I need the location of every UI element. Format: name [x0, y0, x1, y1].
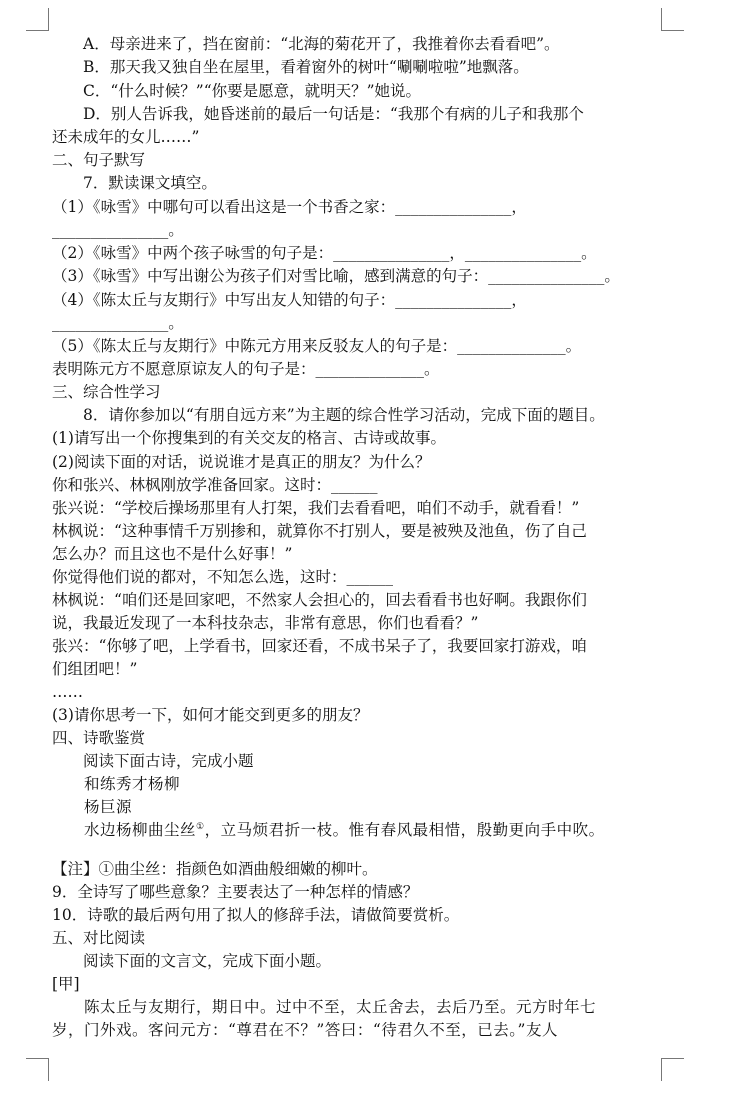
corner-mark-top-left — [26, 8, 49, 31]
dialogue-line: 张兴：“你够了吧，上学看书，回家还看，不成书呆子了，我要回家打游戏，咱 — [52, 637, 587, 655]
corner-mark-bottom-left — [26, 1058, 49, 1081]
section-heading-3: 三、综合性学习 — [52, 383, 161, 401]
option-d-cont: 还未成年的女儿……” — [52, 128, 200, 146]
classical-instruction: 阅读下面的文言文，完成下面小题。 — [52, 952, 332, 970]
q7-item-1: （1）《咏雪》中哪句可以看出这是一个书香之家：_______________， — [52, 198, 527, 216]
q8-part-2: (2)阅读下面的对话，说说谁才是真正的朋友？为什么？ — [52, 453, 431, 471]
poem-note: 【注】①曲尘丝：指颜色如酒曲般细嫩的柳叶。 — [52, 860, 378, 878]
question-10: 10．诗歌的最后两句用了拟人的修辞手法，请做简要赏析。 — [52, 906, 460, 924]
ellipsis: …… — [52, 683, 83, 701]
poem-body-part-2: ，立马烦君折一枝。惟有春风最相惜，殷勤更向手中吹。 — [204, 821, 605, 839]
dialogue-line: 怎么办？而且这也不是什么好事！” — [52, 545, 293, 563]
poem-instruction: 阅读下面古诗，完成小题 — [52, 752, 254, 770]
q7-item-5: （5）《陈太丘与友期行》中陈元方用来反驳友人的句子是：______________。 — [52, 337, 582, 355]
q7-item-4: （4）《陈太丘与友期行》中写出友人知错的句子：_______________， — [52, 291, 527, 309]
footnote-mark: ① — [196, 821, 205, 832]
question-9: 9．全诗写了哪些意象？主要表达了一种怎样的情感？ — [52, 883, 419, 901]
q7-item-5-cont: 表明陈元方不愿意原谅友人的句子是：______________。 — [52, 360, 440, 378]
section-heading-2: 二、句子默写 — [52, 151, 146, 169]
poem-author: 杨巨源 — [52, 798, 133, 816]
question-7: 7．默读课文填空。 — [52, 174, 217, 192]
option-d: D．别人告诉我，她昏迷前的最后一句话是：“我那个有病的儿子和我那个 — [52, 105, 584, 123]
q8-part-1: (1)请写出一个你搜集到的有关交友的格言、古诗或故事。 — [52, 429, 446, 447]
corner-mark-bottom-right — [661, 1058, 684, 1081]
dialogue-line: 们组团吧！” — [52, 660, 138, 678]
question-8: 8．请你参加以“有朋自远方来”为主题的综合性学习活动，完成下面的题目。 — [52, 406, 605, 424]
option-a: A．母亲进来了，挡在窗前：“北海的菊花开了，我推着你去看看吧”。 — [52, 35, 560, 53]
q8-part-3: (3)请你思考一下，如何才能交到更多的朋友？ — [52, 706, 369, 724]
passage-a-line: 陈太丘与友期行，期日中。过中不至，太丘舍去，去后乃至。元方时年七 — [52, 998, 597, 1016]
dialogue-line: 你觉得他们说的都对，不知怎么选，这时：______ — [52, 568, 394, 586]
section-heading-4: 四、诗歌鉴赏 — [52, 729, 146, 747]
q7-item-3: （3）《咏雪》中写出谢公为孩子们对雪比喻，感到满意的句子：_______________。 — [52, 267, 620, 285]
q7-item-1-cont: _______________。 — [52, 221, 184, 239]
dialogue-line: 林枫说：“咱们还是回家吧，不然家人会担心的，回去看看书也好啊。我跟你们 — [52, 591, 587, 609]
dialogue-line: 你和张兴、林枫刚放学准备回家。这时：______ — [52, 476, 378, 494]
dialogue-line: 说，我最近发现了一本科技杂志，非常有意思，你们也看看？” — [52, 614, 479, 632]
dialogue-line: 林枫说：“这种事情千万别掺和，就算你不打别人，要是被殃及池鱼，伤了自己 — [52, 522, 587, 540]
passage-a-line: 岁，门外戏。客问元方：“尊君在不？”答曰：“待君久不至，已去。”友人 — [52, 1021, 558, 1039]
poem-body-part-1: 水边杨柳曲尘丝 — [52, 821, 197, 839]
section-heading-5: 五、对比阅读 — [52, 929, 146, 947]
poem-title: 和练秀才杨柳 — [52, 775, 181, 793]
passage-a-label: [甲] — [52, 975, 80, 993]
q7-item-2: （2）《咏雪》中两个孩子咏雪的句子是：_______________，_______________。 — [52, 244, 597, 262]
dialogue-line: 张兴说：“学校后操场那里有人打架，我们去看看吧，咱们不动手，就看看！” — [52, 499, 580, 517]
corner-mark-top-right — [661, 8, 684, 31]
option-c: C．“什么时候？”“你要是愿意，就明天？”她说。 — [52, 82, 422, 100]
option-b: B．那天我又独自坐在屋里，看着窗外的树叶“唰唰啦啦”地飘落。 — [52, 58, 529, 76]
q7-item-4-cont: _______________。 — [52, 314, 184, 332]
poem-body — [52, 819, 664, 841]
